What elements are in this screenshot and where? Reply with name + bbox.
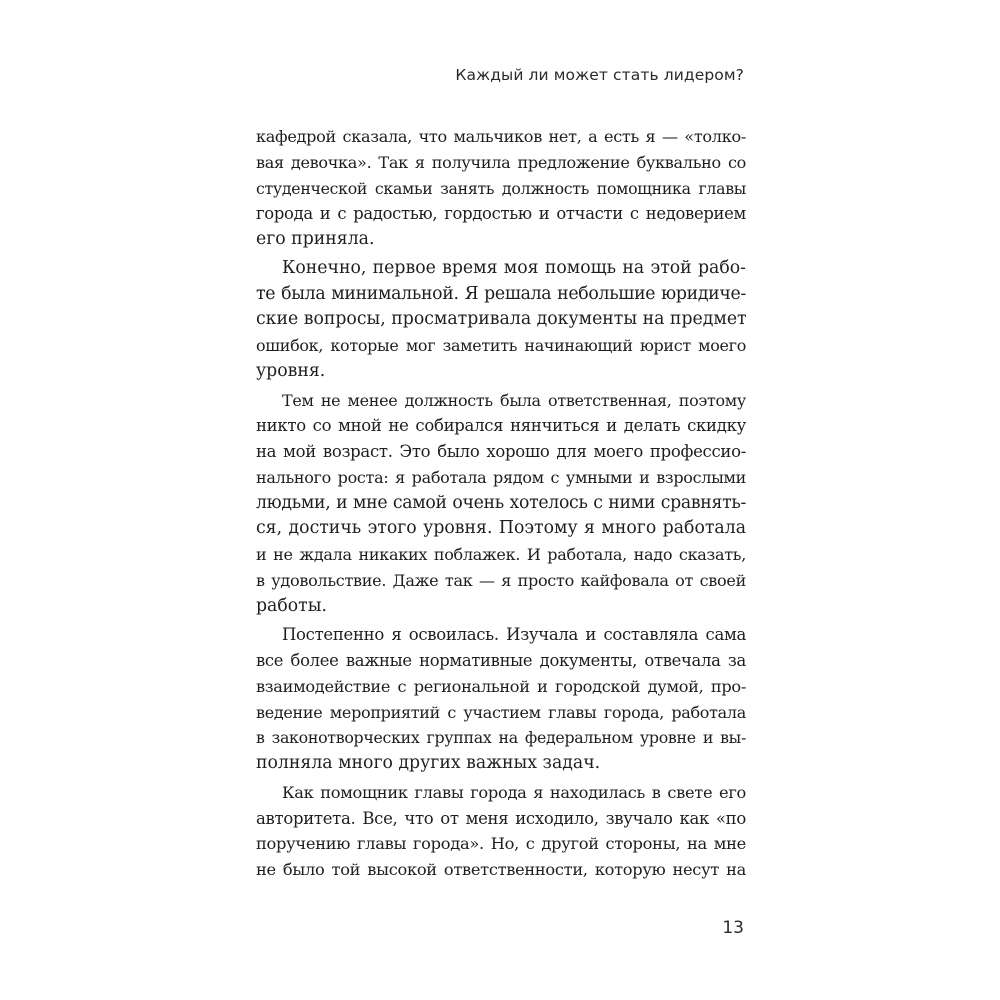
text-line: кафедрой сказала, что мальчиков нет, а есть я — «толко-: [256, 127, 746, 146]
text-line: студенческой скамьи занять должность помощника главы: [256, 178, 746, 198]
text-line: те была минимальной. Я решала небольшие юридиче-: [256, 283, 746, 304]
text-line: авторитета. Все, что от меня исходило, звучало как «по: [256, 808, 746, 828]
text-line: работы.: [256, 595, 327, 616]
paragraph-3: [256, 388, 746, 620]
text-line: уровня.: [256, 360, 326, 381]
text-line: в законотворческих группах на федеральном уровне и вы-: [256, 728, 746, 748]
text-line: ошибок, которые мог заметить начинающий юрист моего: [256, 336, 746, 355]
text-line: полняла много других важных задач.: [256, 753, 601, 773]
page-number: 13: [722, 918, 744, 938]
text-line: все более важные нормативные документы, отвечала за: [256, 651, 746, 670]
text-line: его приняла.: [256, 229, 375, 249]
text-line: вая девочка». Так я получила предложение буквально со: [256, 152, 746, 172]
text-line: в удовольствие. Даже так — я просто кайфовала от своей: [256, 570, 746, 590]
text-line: Как помощник главы города я находилась в свете его: [282, 782, 746, 802]
text-line: нального роста: я работала рядом с умными и взрослыми: [256, 467, 746, 487]
text-line: никто со мной не собирался нянчиться и делать скидку: [256, 416, 746, 436]
text-line: ские вопросы, просматривала документы на предмет: [256, 309, 747, 330]
text-line: Конечно, первое время моя помощь на этой рабо-: [282, 257, 746, 278]
text-line: Тем не менее должность была ответственная, поэтому: [282, 390, 746, 410]
text-line: города и с радостью, гордостью и отчасти с недоверием: [256, 204, 746, 224]
running-head: Каждый ли может стать лидером?: [455, 66, 744, 84]
text-line: людьми, и мне самой очень хотелось с ними сравнять-: [256, 492, 746, 513]
paragraph-1: [256, 124, 746, 253]
text-line: на мой возраст. Это было хорошо для моего профессио-: [256, 442, 746, 461]
text-line: ся, достичь этого уровня. Поэтому я много работала: [256, 518, 746, 539]
paragraph-2: [256, 256, 746, 385]
text-line: поручению главы города». Но, с другой стороны, на мне: [256, 834, 746, 854]
paragraph-4: [256, 622, 746, 777]
text-line: не было той высокой ответственности, которую несут на: [256, 860, 746, 879]
paragraph-5: [256, 780, 746, 883]
text-line: ведение мероприятий с участием главы города, работала: [256, 702, 746, 722]
text-line: взаимодействие с региональной и городской думой, про-: [256, 676, 746, 696]
text-line: и не ждала никаких поблажек. И работала, надо сказать,: [256, 545, 746, 564]
text-line: Постепенно я освоилась. Изучала и составляла сама: [282, 625, 746, 645]
body-text: [256, 124, 746, 886]
